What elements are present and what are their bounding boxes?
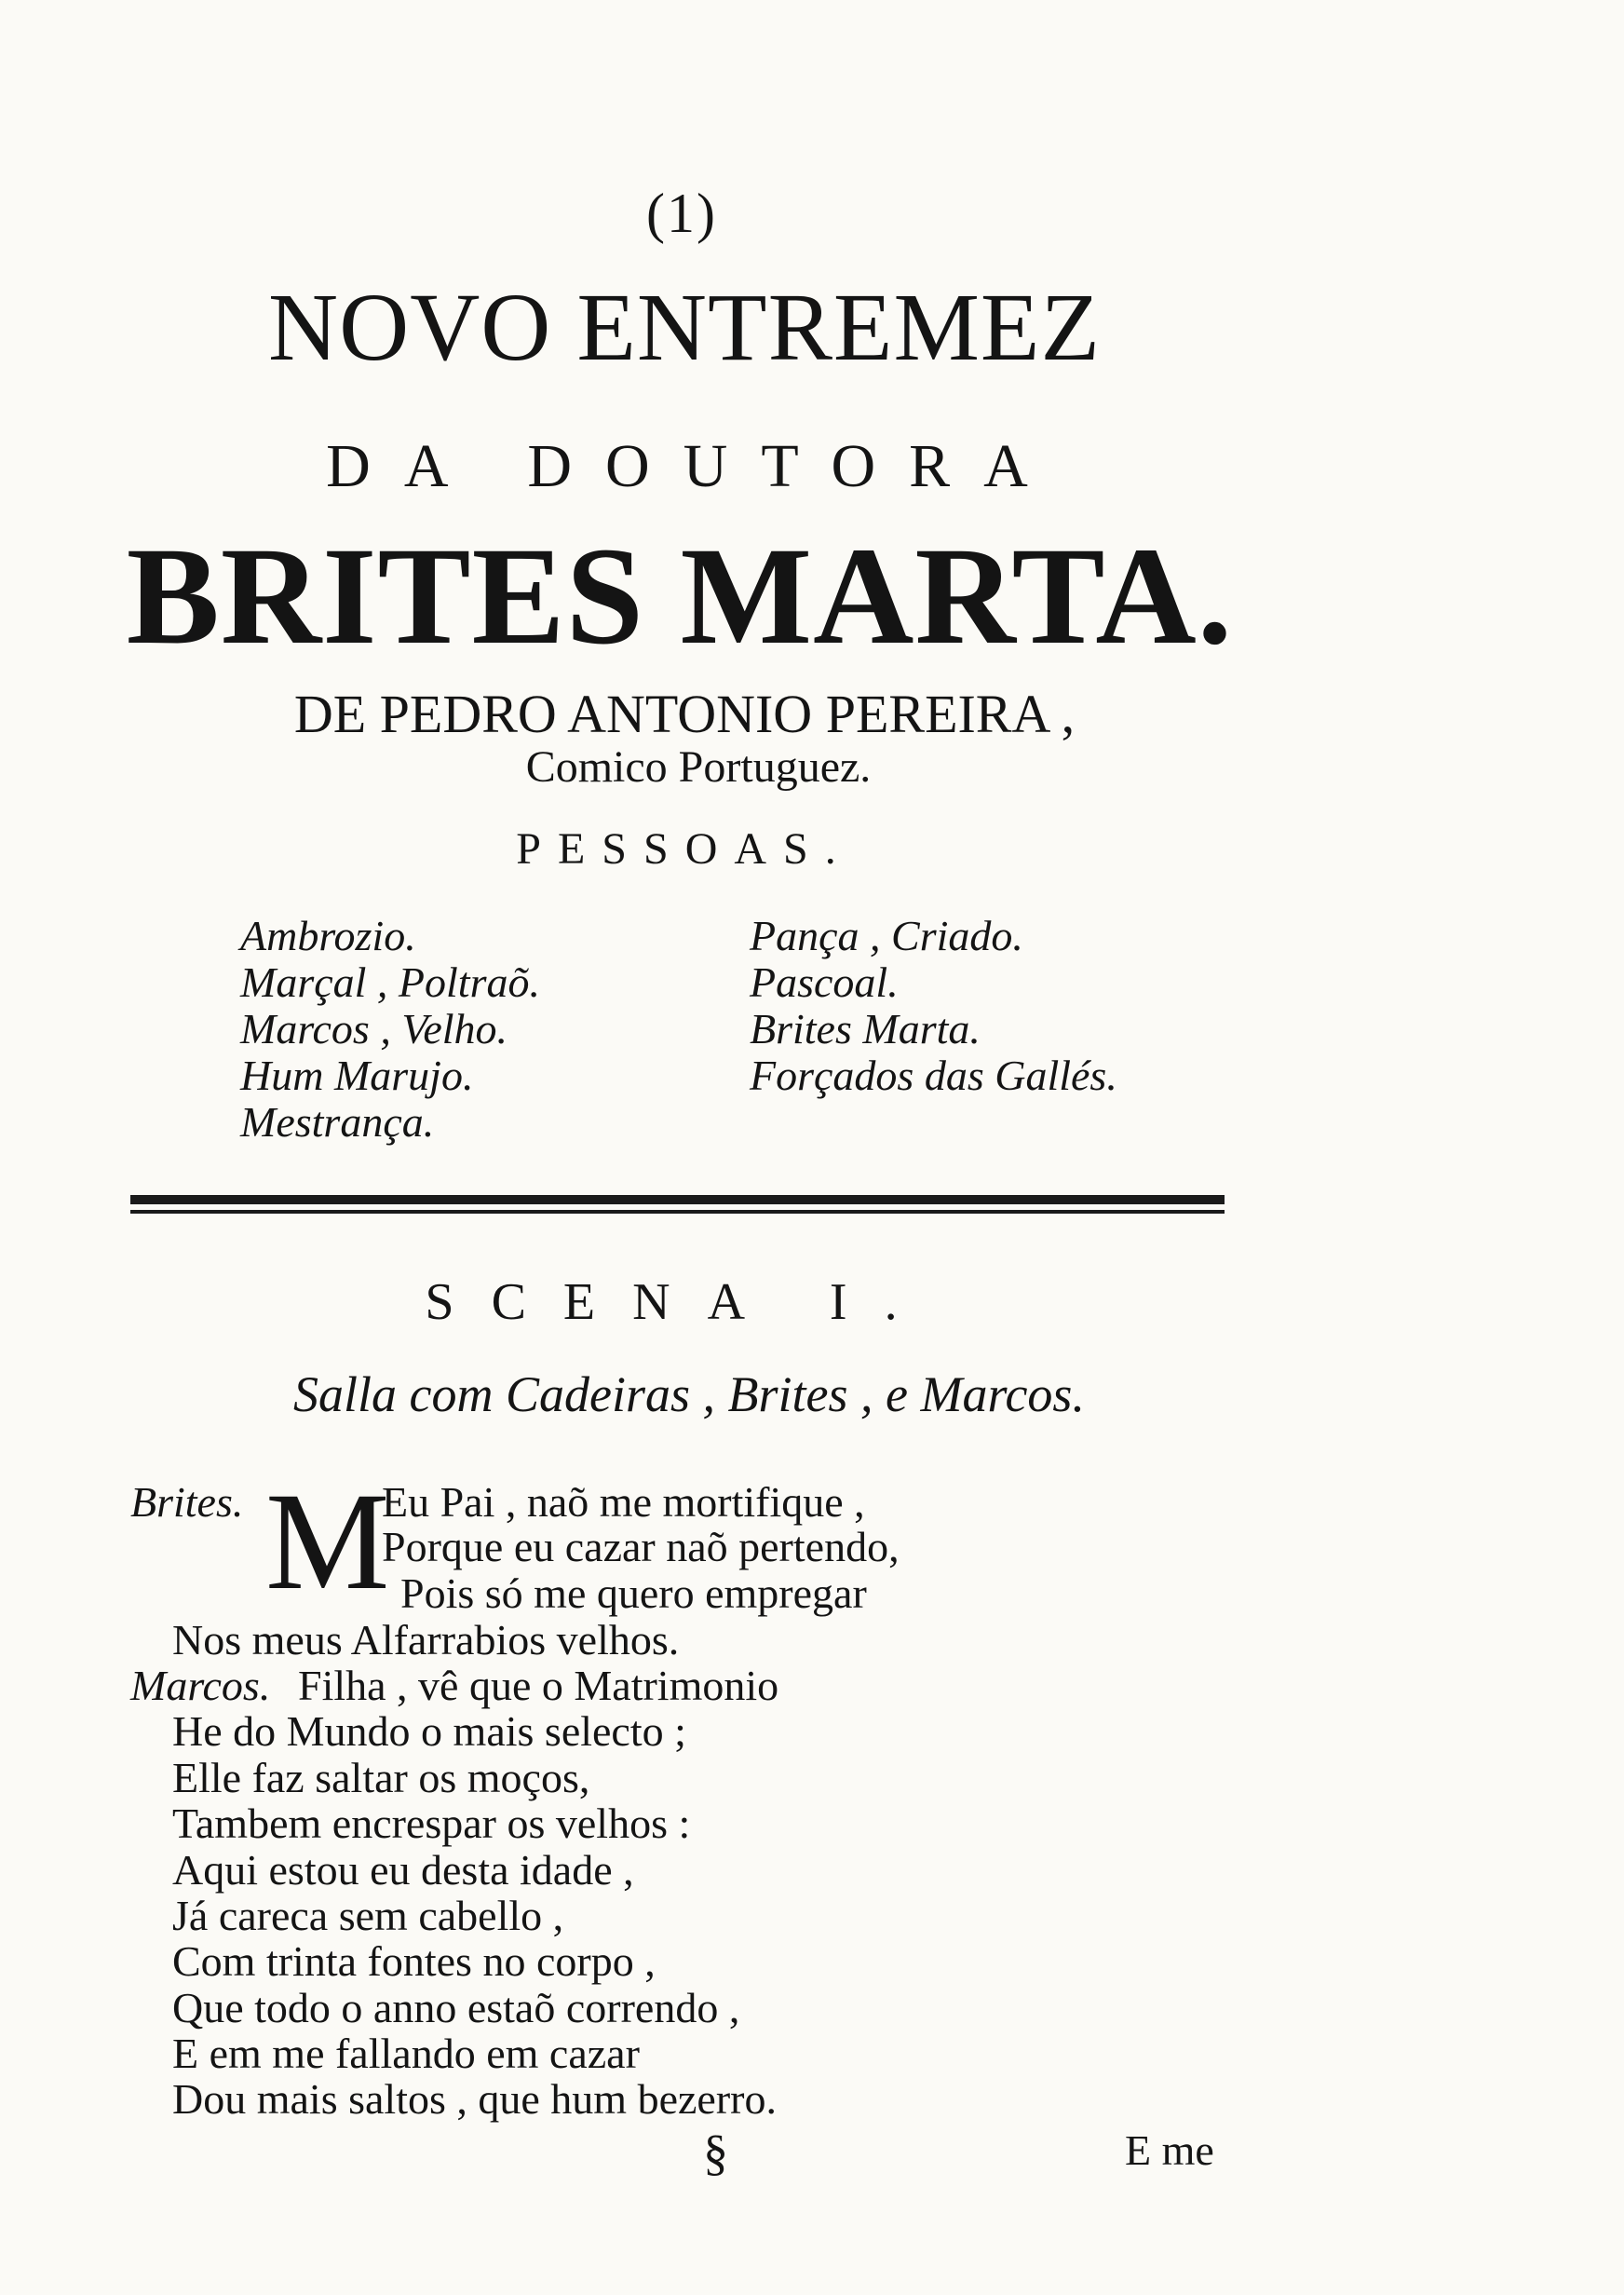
verse-line: Filha , vê que o Matrimonio: [298, 1662, 779, 1709]
verse-line: E em me fallando em cazar: [172, 2030, 640, 2077]
verse-line: Nos meus Alfarrabios velhos.: [172, 1616, 680, 1664]
verse-line: Tambem encrespar os velhos :: [172, 1799, 691, 1847]
page-number: (1): [646, 183, 717, 244]
author-line: DE PEDRO ANTONIO PEREIRA ,: [293, 684, 1076, 744]
cast-item: Brites Marta.: [750, 1005, 981, 1052]
verse-line: Pois só me quero empregar: [400, 1569, 867, 1617]
cast-item: Marçal , Poltraõ.: [240, 958, 540, 1006]
cast-item: Mestrança.: [240, 1098, 435, 1146]
speaker-brites: Brites.: [130, 1478, 244, 1526]
verse-line: Porque eu cazar naõ pertendo,: [382, 1523, 900, 1570]
title-line-1: NOVO ENTREMEZ: [267, 274, 1101, 381]
cast-heading: PESSOAS.: [516, 824, 853, 874]
cast-item: Hum Marujo.: [240, 1052, 474, 1099]
verse-line: Com trinta fontes no corpo ,: [172, 1937, 656, 1985]
stage-direction: Salla com Cadeiras , Brites , e Marcos.: [293, 1366, 1085, 1422]
verse-line: Eu Pai , naõ me mortifique ,: [382, 1478, 865, 1526]
signature-mark: §: [703, 2125, 728, 2180]
verse-line: Que todo o anno estaõ correndo ,: [172, 1984, 740, 2031]
verse-line: Já careca sem cabello ,: [172, 1892, 564, 1939]
title-line-2: DA DOUTORA: [326, 432, 1062, 500]
scene-heading: SCENA I.: [425, 1273, 935, 1331]
cast-item: Forçados das Gallés.: [750, 1052, 1117, 1099]
verse-line: He do Mundo o mais selecto ;: [172, 1707, 686, 1755]
catchword: E me: [1125, 2126, 1214, 2174]
cast-item: Pança , Criado.: [750, 912, 1023, 959]
verse-line: Elle faz saltar os moços,: [172, 1754, 590, 1801]
author-role: Comico Portuguez.: [525, 742, 872, 792]
cast-list-left: [240, 913, 540, 1146]
cast-list-right: [750, 913, 1117, 1099]
drop-cap: M: [265, 1464, 390, 1619]
speaker-marcos: Marcos.: [130, 1662, 271, 1709]
verse-line: Dou mais saltos , que hum bezerro.: [172, 2075, 777, 2123]
cast-item: Marcos , Velho.: [240, 1005, 508, 1052]
double-rule-divider: [130, 1195, 1225, 1223]
verse-line: Aqui estou eu desta idade ,: [172, 1846, 634, 1894]
title-line-3: BRITES MARTA.: [126, 519, 1234, 673]
cast-item: Pascoal.: [750, 958, 899, 1006]
cast-item: Ambrozio.: [240, 912, 416, 959]
